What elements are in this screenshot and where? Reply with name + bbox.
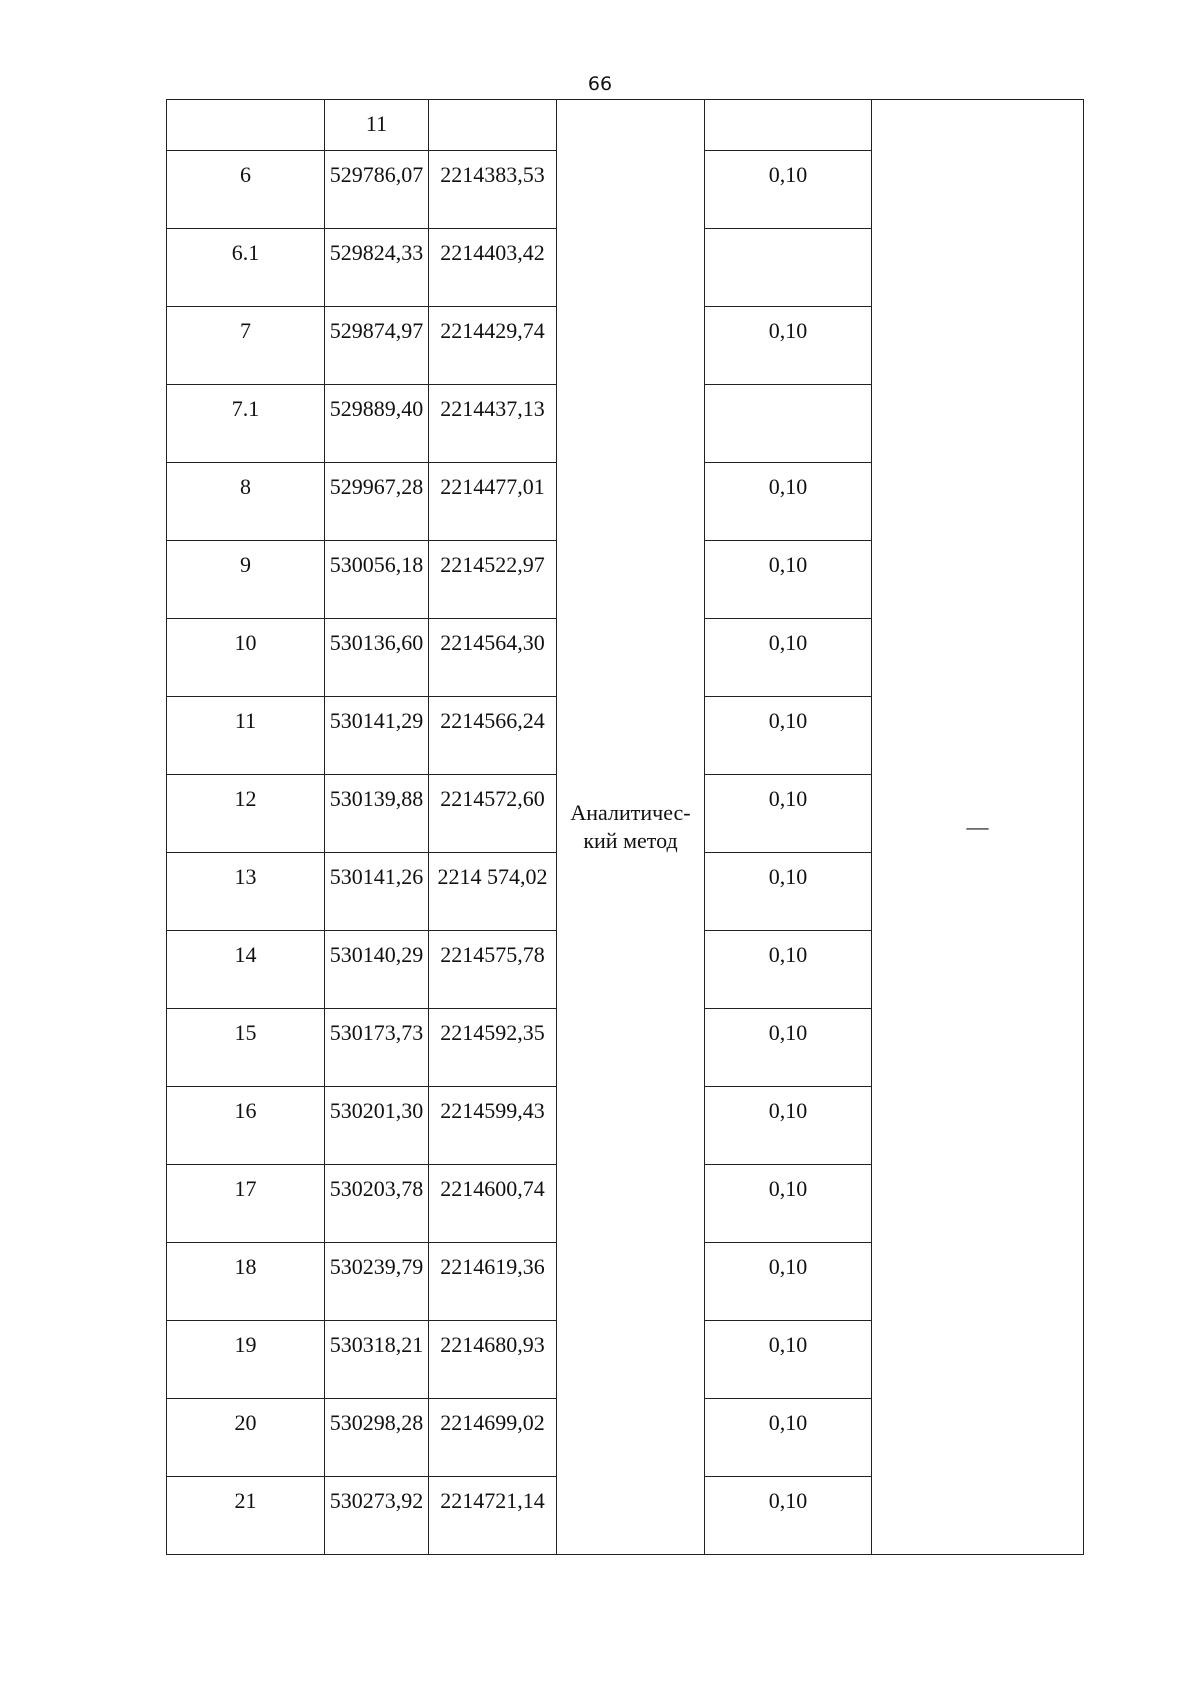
x-coordinate-cell: 529786,07 bbox=[325, 151, 429, 229]
accuracy-cell: 0,10 bbox=[705, 853, 872, 931]
point-cell: 11 bbox=[167, 697, 325, 775]
point-cell: 14 bbox=[167, 931, 325, 1009]
y-coordinate-cell: 2214721,14 bbox=[429, 1477, 557, 1555]
accuracy-cell: 0,10 bbox=[705, 1399, 872, 1477]
accuracy-cell: 0,10 bbox=[705, 463, 872, 541]
y-coordinate-cell: 2214403,42 bbox=[429, 229, 557, 307]
y-coordinate-cell: 2214699,02 bbox=[429, 1399, 557, 1477]
y-coordinate-cell: 2214522,97 bbox=[429, 541, 557, 619]
x-coordinate-cell: 530318,21 bbox=[325, 1321, 429, 1399]
table-body bbox=[167, 100, 1084, 1555]
point-cell: 18 bbox=[167, 1243, 325, 1321]
method-cell: Аналитичес-кий метод bbox=[557, 100, 705, 1555]
accuracy-cell: 0,10 bbox=[705, 1321, 872, 1399]
accuracy-cell: 0,10 bbox=[705, 697, 872, 775]
x-coordinate-cell: 529874,97 bbox=[325, 307, 429, 385]
point-cell: 6 bbox=[167, 151, 325, 229]
accuracy-cell: 0,10 bbox=[705, 619, 872, 697]
x-coordinate-cell: 529824,33 bbox=[325, 229, 429, 307]
accuracy-cell bbox=[705, 385, 872, 463]
point-cell: 16 bbox=[167, 1087, 325, 1165]
y-coordinate-cell: 2214437,13 bbox=[429, 385, 557, 463]
y-coordinate-cell: 2214599,43 bbox=[429, 1087, 557, 1165]
x-coordinate-cell: 530136,60 bbox=[325, 619, 429, 697]
x-coordinate-cell: 530141,29 bbox=[325, 697, 429, 775]
x-coordinate-cell: 530139,88 bbox=[325, 775, 429, 853]
point-cell bbox=[167, 100, 325, 151]
accuracy-cell: 0,10 bbox=[705, 541, 872, 619]
point-cell: 17 bbox=[167, 1165, 325, 1243]
accuracy-cell bbox=[705, 100, 872, 151]
point-cell: 8 bbox=[167, 463, 325, 541]
y-coordinate-cell: 2214429,74 bbox=[429, 307, 557, 385]
x-coordinate-cell: 11 bbox=[325, 100, 429, 151]
point-cell: 7.1 bbox=[167, 385, 325, 463]
x-coordinate-cell: 530298,28 bbox=[325, 1399, 429, 1477]
point-cell: 19 bbox=[167, 1321, 325, 1399]
point-cell: 6.1 bbox=[167, 229, 325, 307]
x-coordinate-cell: 530141,26 bbox=[325, 853, 429, 931]
x-coordinate-cell: 529889,40 bbox=[325, 385, 429, 463]
accuracy-cell: 0,10 bbox=[705, 1477, 872, 1555]
y-coordinate-cell: 2214619,36 bbox=[429, 1243, 557, 1321]
point-cell: 13 bbox=[167, 853, 325, 931]
table-row bbox=[167, 100, 1084, 151]
y-coordinate-cell: 2214592,35 bbox=[429, 1009, 557, 1087]
y-coordinate-cell: 2214572,60 bbox=[429, 775, 557, 853]
accuracy-cell: 0,10 bbox=[705, 307, 872, 385]
x-coordinate-cell: 530140,29 bbox=[325, 931, 429, 1009]
y-coordinate-cell: 2214 574,02 bbox=[429, 853, 557, 931]
x-coordinate-cell: 530273,92 bbox=[325, 1477, 429, 1555]
accuracy-cell: 0,10 bbox=[705, 151, 872, 229]
accuracy-cell: 0,10 bbox=[705, 1165, 872, 1243]
y-coordinate-cell: 2214564,30 bbox=[429, 619, 557, 697]
y-coordinate-cell: 2214383,53 bbox=[429, 151, 557, 229]
point-cell: 21 bbox=[167, 1477, 325, 1555]
coordinates-table bbox=[166, 99, 1084, 1555]
y-coordinate-cell: 2214600,74 bbox=[429, 1165, 557, 1243]
accuracy-cell: 0,10 bbox=[705, 1243, 872, 1321]
point-cell: 12 bbox=[167, 775, 325, 853]
point-cell: 20 bbox=[167, 1399, 325, 1477]
x-coordinate-cell: 530203,78 bbox=[325, 1165, 429, 1243]
y-coordinate-cell: 2214477,01 bbox=[429, 463, 557, 541]
y-coordinate-cell: 2214566,24 bbox=[429, 697, 557, 775]
x-coordinate-cell: 530173,73 bbox=[325, 1009, 429, 1087]
accuracy-cell: 0,10 bbox=[705, 1087, 872, 1165]
accuracy-cell: 0,10 bbox=[705, 775, 872, 853]
point-cell: 9 bbox=[167, 541, 325, 619]
note-cell: — bbox=[872, 100, 1084, 1555]
x-coordinate-cell: 530239,79 bbox=[325, 1243, 429, 1321]
point-cell: 15 bbox=[167, 1009, 325, 1087]
y-coordinate-cell: 2214680,93 bbox=[429, 1321, 557, 1399]
y-coordinate-cell bbox=[429, 100, 557, 151]
accuracy-cell: 0,10 bbox=[705, 931, 872, 1009]
x-coordinate-cell: 530201,30 bbox=[325, 1087, 429, 1165]
x-coordinate-cell: 529967,28 bbox=[325, 463, 429, 541]
point-cell: 7 bbox=[167, 307, 325, 385]
point-cell: 10 bbox=[167, 619, 325, 697]
accuracy-cell: 0,10 bbox=[705, 1009, 872, 1087]
x-coordinate-cell: 530056,18 bbox=[325, 541, 429, 619]
page-number: 66 bbox=[587, 73, 613, 95]
accuracy-cell bbox=[705, 229, 872, 307]
y-coordinate-cell: 2214575,78 bbox=[429, 931, 557, 1009]
